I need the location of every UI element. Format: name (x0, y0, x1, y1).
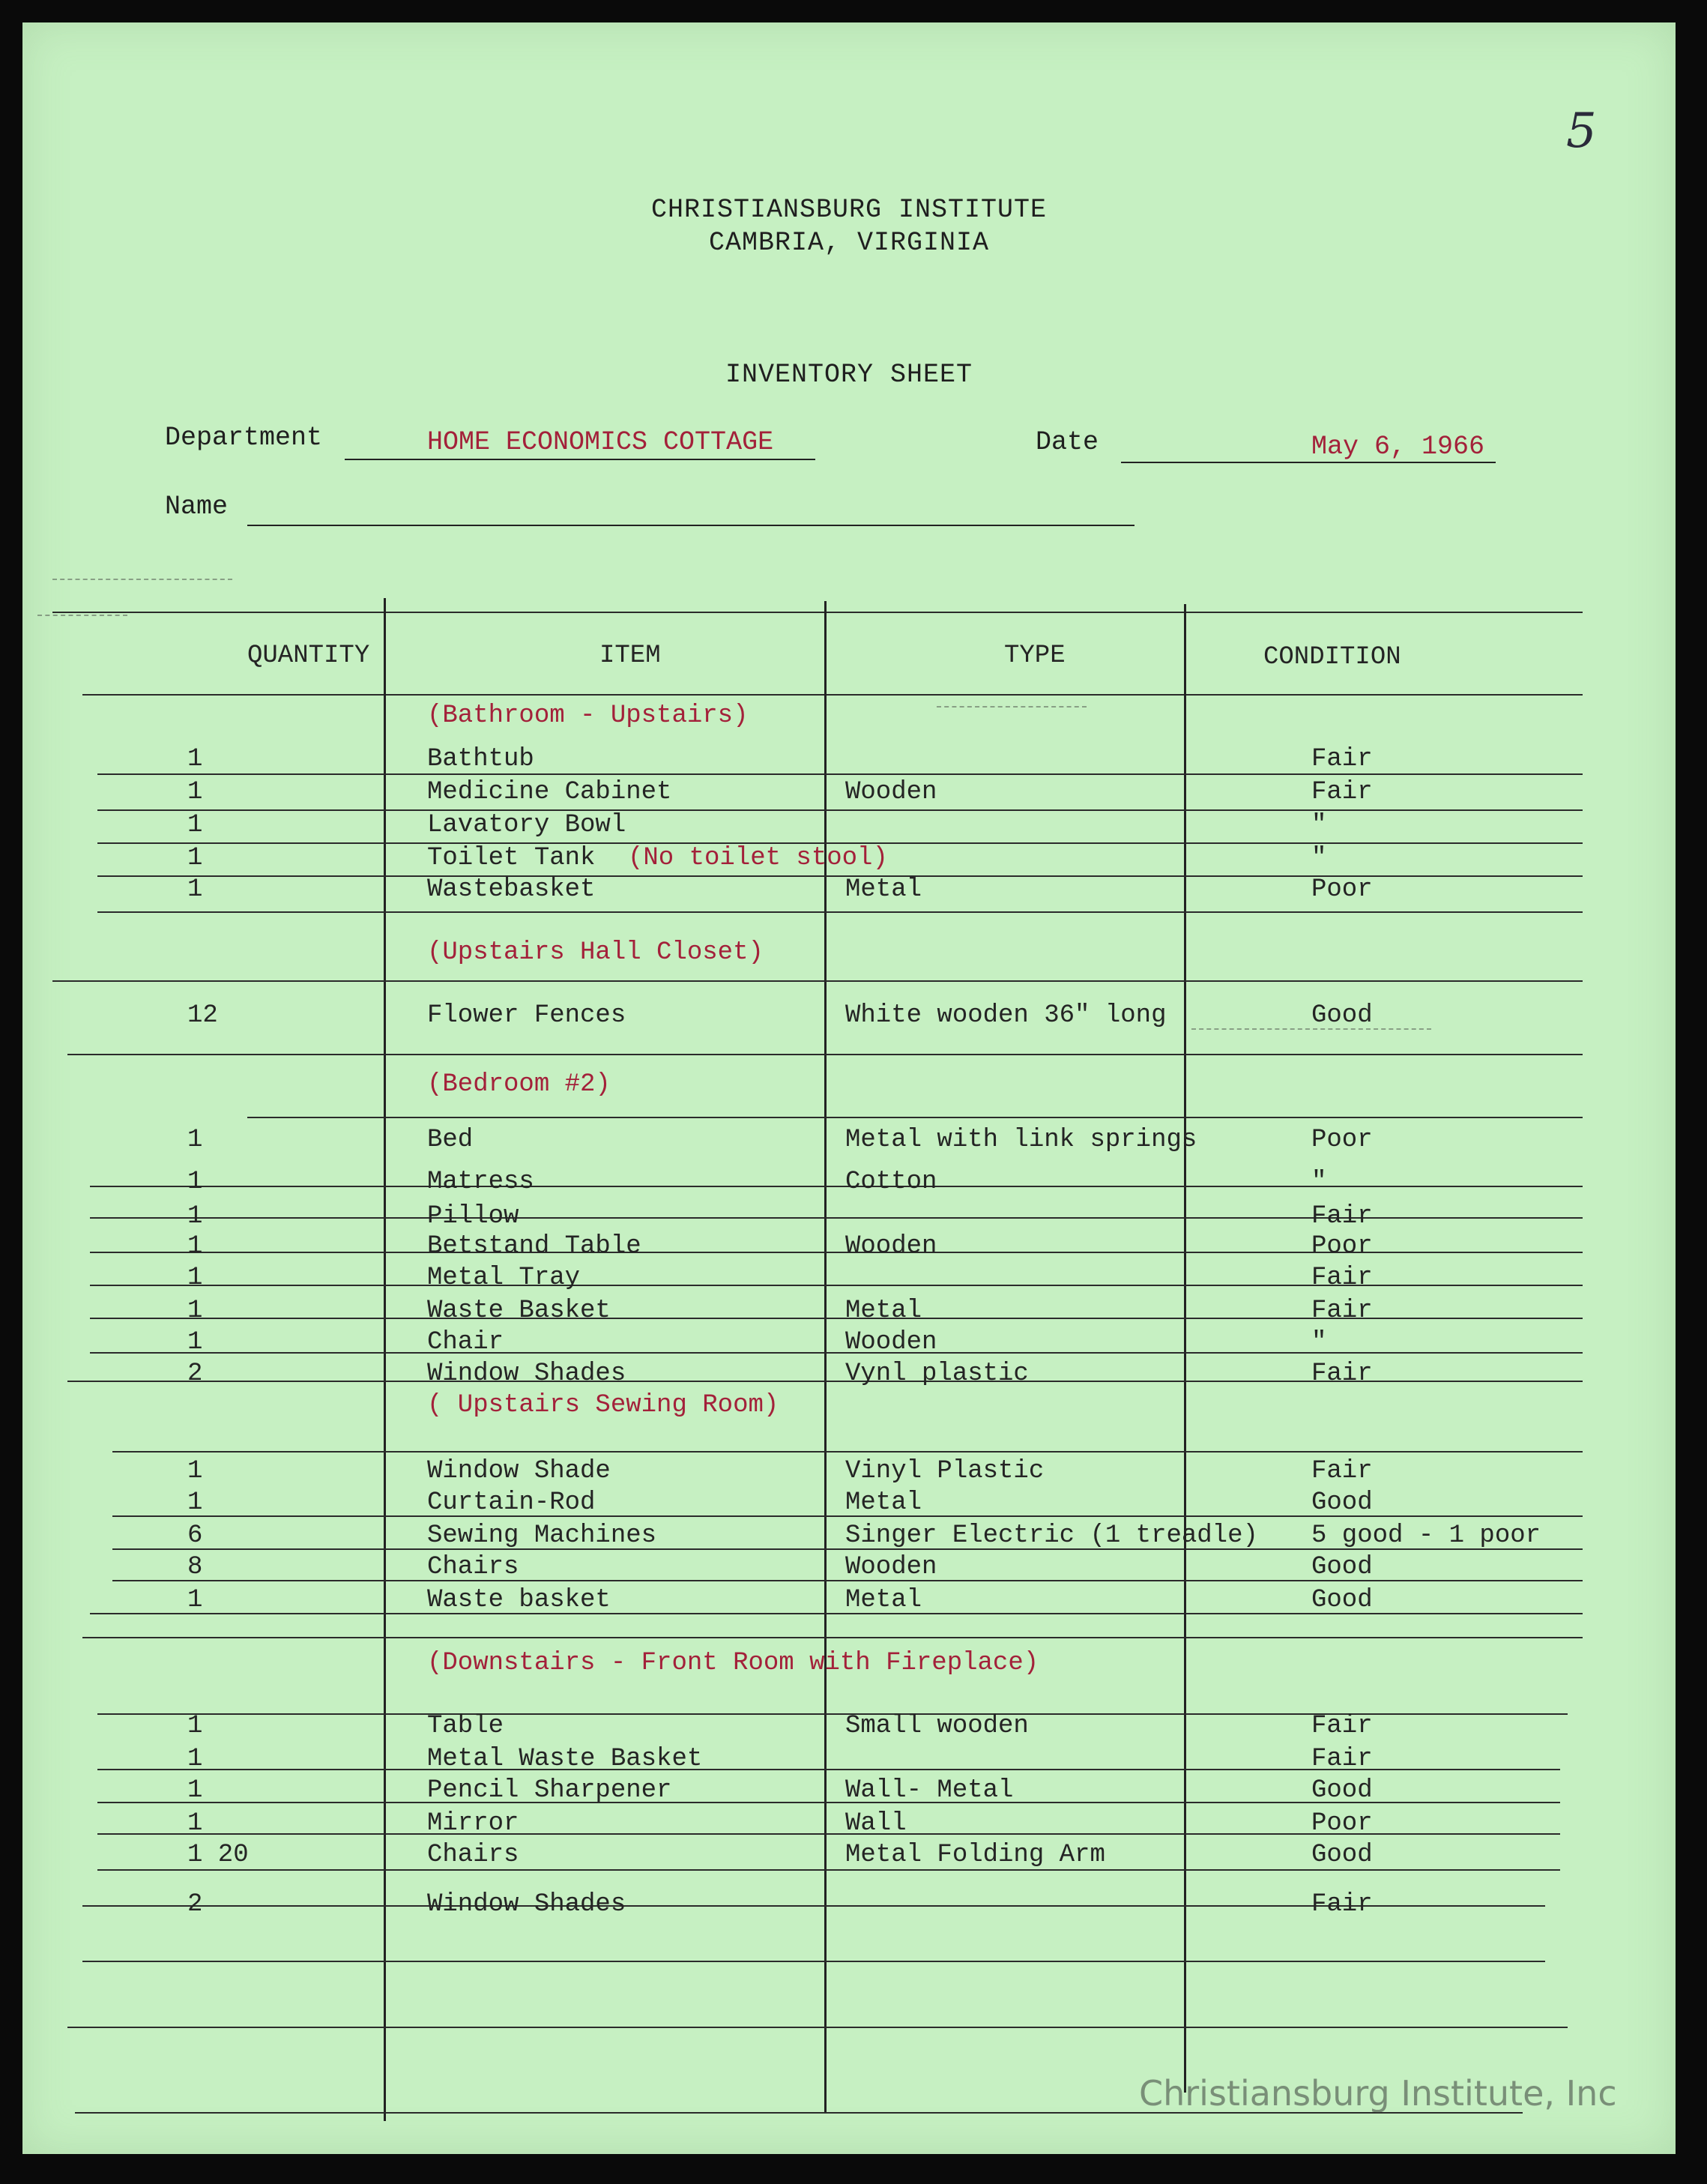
type-cell: Singer Electric (1 treadle) (845, 1521, 1258, 1550)
quantity-cell: 1 (187, 1297, 203, 1325)
name-underline (247, 525, 1135, 526)
quantity-cell: 1 (187, 1264, 203, 1292)
row-rule (97, 809, 1583, 811)
item-cell: Wastebasket (427, 875, 596, 904)
column-divider (384, 598, 386, 2121)
type-cell: White wooden 36" long (845, 1001, 1167, 1030)
row-rule (67, 2027, 1568, 2028)
condition-cell: Fair (1311, 778, 1373, 806)
item-cell: Metal Waste Basket (427, 1745, 703, 1773)
item-cell: Toilet Tank (427, 844, 596, 872)
row-rule (112, 1451, 1583, 1453)
item-cell: Bed (427, 1126, 474, 1154)
type-cell: Wooden (845, 1553, 937, 1581)
inventory-sheet-page (22, 22, 1676, 2154)
type-cell: Wooden (845, 778, 937, 806)
item-cell: Metal Tray (427, 1264, 581, 1292)
quantity-cell: 12 (187, 1001, 218, 1030)
stray-mark (37, 615, 127, 616)
quantity-cell: 2 (187, 1360, 203, 1388)
condition-cell: Good (1311, 1488, 1373, 1517)
condition-cell: Fair (1311, 1202, 1373, 1231)
quantity-cell: 1 (187, 844, 203, 872)
type-cell: Metal (845, 1297, 922, 1325)
condition-cell: " (1311, 1328, 1327, 1357)
type-cell: Wooden (845, 1328, 937, 1357)
type-cell: Metal (845, 1586, 922, 1614)
type-cell: Metal (845, 1488, 922, 1517)
quantity-cell: 2 (187, 1890, 203, 1919)
condition-cell: Poor (1311, 1126, 1373, 1154)
column-divider (824, 601, 827, 2112)
quantity-cell: 1 (187, 1809, 203, 1838)
condition-cell: Fair (1311, 1360, 1373, 1388)
date-label: Date (1036, 427, 1099, 457)
section-heading: (Downstairs - Front Room with Fireplace) (427, 1649, 1039, 1677)
item-cell: Window Shades (427, 1890, 626, 1919)
department-underline (345, 459, 815, 460)
type-cell: Vynl plastic (845, 1360, 1029, 1388)
quantity-cell: 1 (187, 1126, 203, 1154)
quantity-cell: 1 (187, 1202, 203, 1231)
name-label: Name (165, 492, 229, 522)
quantity-cell: 1 (187, 1712, 203, 1740)
quantity-cell: 1 (187, 1168, 203, 1196)
type-cell: Vinyl Plastic (845, 1457, 1045, 1485)
section-heading: (Bathroom - Upstairs) (427, 702, 749, 730)
type-cell: Wooden (845, 1232, 937, 1261)
column-header-item: ITEM (599, 642, 661, 670)
row-rule (97, 1869, 1560, 1871)
condition-cell: Poor (1311, 1232, 1373, 1261)
row-rule (82, 1961, 1545, 1962)
quantity-cell: 1 (187, 1328, 203, 1357)
item-cell: Waste Basket (427, 1297, 611, 1325)
condition-cell: Fair (1311, 1745, 1373, 1773)
type-cell: Wall- Metal (845, 1776, 1014, 1805)
item-cell: Flower Fences (427, 1001, 626, 1030)
type-cell: Cotton (845, 1168, 937, 1196)
condition-cell: Poor (1311, 875, 1373, 904)
item-cell: Window Shade (427, 1457, 611, 1485)
form-title: INVENTORY SHEET (725, 360, 973, 390)
quantity-cell: 8 (187, 1553, 203, 1581)
condition-cell: Fair (1311, 1712, 1373, 1740)
condition-cell: Fair (1311, 1297, 1373, 1325)
row-rule (67, 1054, 1583, 1055)
condition-cell: Good (1311, 1586, 1373, 1614)
item-cell: Window Shades (427, 1360, 626, 1388)
row-rule (247, 1117, 1583, 1118)
condition-cell: Good (1311, 1841, 1373, 1869)
item-cell: Waste basket (427, 1586, 611, 1614)
stray-mark (937, 706, 1087, 708)
condition-cell: " (1311, 1168, 1327, 1196)
type-cell: Metal Folding Arm (845, 1841, 1105, 1869)
item-cell: Curtain-Rod (427, 1488, 596, 1517)
type-cell: Wall (845, 1809, 907, 1838)
condition-cell: Poor (1311, 1809, 1373, 1838)
condition-cell: Good (1311, 1776, 1373, 1805)
quantity-cell: 1 (187, 778, 203, 806)
condition-cell: " (1311, 844, 1327, 872)
condition-cell: Fair (1311, 1890, 1373, 1919)
condition-cell: Good (1311, 1001, 1373, 1030)
type-cell: Metal with link springs (845, 1126, 1197, 1154)
quantity-cell: 1 (187, 1586, 203, 1614)
quantity-cell: 1 (187, 1232, 203, 1261)
row-rule (97, 911, 1583, 913)
type-cell: Small wooden (845, 1712, 1029, 1740)
quantity-cell: 1 (187, 811, 203, 839)
condition-cell: " (1311, 811, 1327, 839)
quantity-cell: 6 (187, 1521, 203, 1550)
item-cell: Matress (427, 1168, 534, 1196)
department-value: HOME ECONOMICS COTTAGE (427, 427, 774, 457)
row-rule (82, 1637, 1583, 1638)
item-cell: Bathtub (427, 745, 534, 773)
item-cell: Chairs (427, 1553, 519, 1581)
type-cell: Metal (845, 875, 922, 904)
institution-location: CAMBRIA, VIRGINIA (708, 228, 990, 258)
item-note: (No toilet stool) (628, 844, 888, 872)
quantity-cell: 1 (187, 1745, 203, 1773)
condition-cell: Fair (1311, 745, 1373, 773)
item-cell: Table (427, 1712, 504, 1740)
quantity-cell: 1 (187, 1457, 203, 1485)
quantity-cell: 1 (187, 1488, 203, 1517)
table-header-rule (82, 694, 1583, 696)
institution-name: CHRISTIANSBURG INSTITUTE (650, 195, 1048, 225)
quantity-cell: 1 (187, 745, 203, 773)
condition-cell: Fair (1311, 1264, 1373, 1292)
stray-mark (52, 579, 232, 580)
column-header-condition: CONDITION (1263, 643, 1401, 672)
condition-cell: Good (1311, 1553, 1373, 1581)
department-label: Department (165, 423, 323, 453)
page-number: 5 (1566, 103, 1597, 159)
quantity-cell: 1 (187, 1776, 203, 1805)
section-heading: ( Upstairs Sewing Room) (427, 1391, 779, 1420)
row-rule (97, 773, 1583, 775)
item-cell: Chair (427, 1328, 504, 1357)
item-cell: Mirror (427, 1809, 519, 1838)
date-underline (1121, 462, 1496, 463)
item-cell: Medicine Cabinet (427, 778, 672, 806)
section-heading: (Upstairs Hall Closet) (427, 938, 764, 967)
condition-cell: Fair (1311, 1457, 1373, 1485)
watermark: Christiansburg Institute, Inc (1139, 2073, 1617, 2114)
item-cell: Chairs (427, 1841, 519, 1869)
date-value: May 6, 1966 (1311, 432, 1485, 462)
column-header-quantity: QUANTITY (247, 642, 370, 670)
item-cell: Lavatory Bowl (427, 811, 626, 839)
row-rule (90, 1186, 1583, 1187)
row-rule (90, 1352, 1583, 1354)
item-cell: Betstand Table (427, 1232, 641, 1261)
item-cell: Sewing Machines (427, 1521, 657, 1550)
table-top-rule (52, 612, 1583, 613)
quantity-cell: 1 (187, 875, 203, 904)
item-cell: Pillow (427, 1202, 519, 1231)
row-rule (52, 980, 1583, 982)
condition-cell: 5 good - 1 poor (1311, 1521, 1541, 1550)
quantity-cell: 1 20 (187, 1841, 249, 1869)
section-heading: (Bedroom #2) (427, 1070, 611, 1099)
item-cell: Pencil Sharpener (427, 1776, 672, 1805)
column-header-type: TYPE (1004, 642, 1066, 670)
